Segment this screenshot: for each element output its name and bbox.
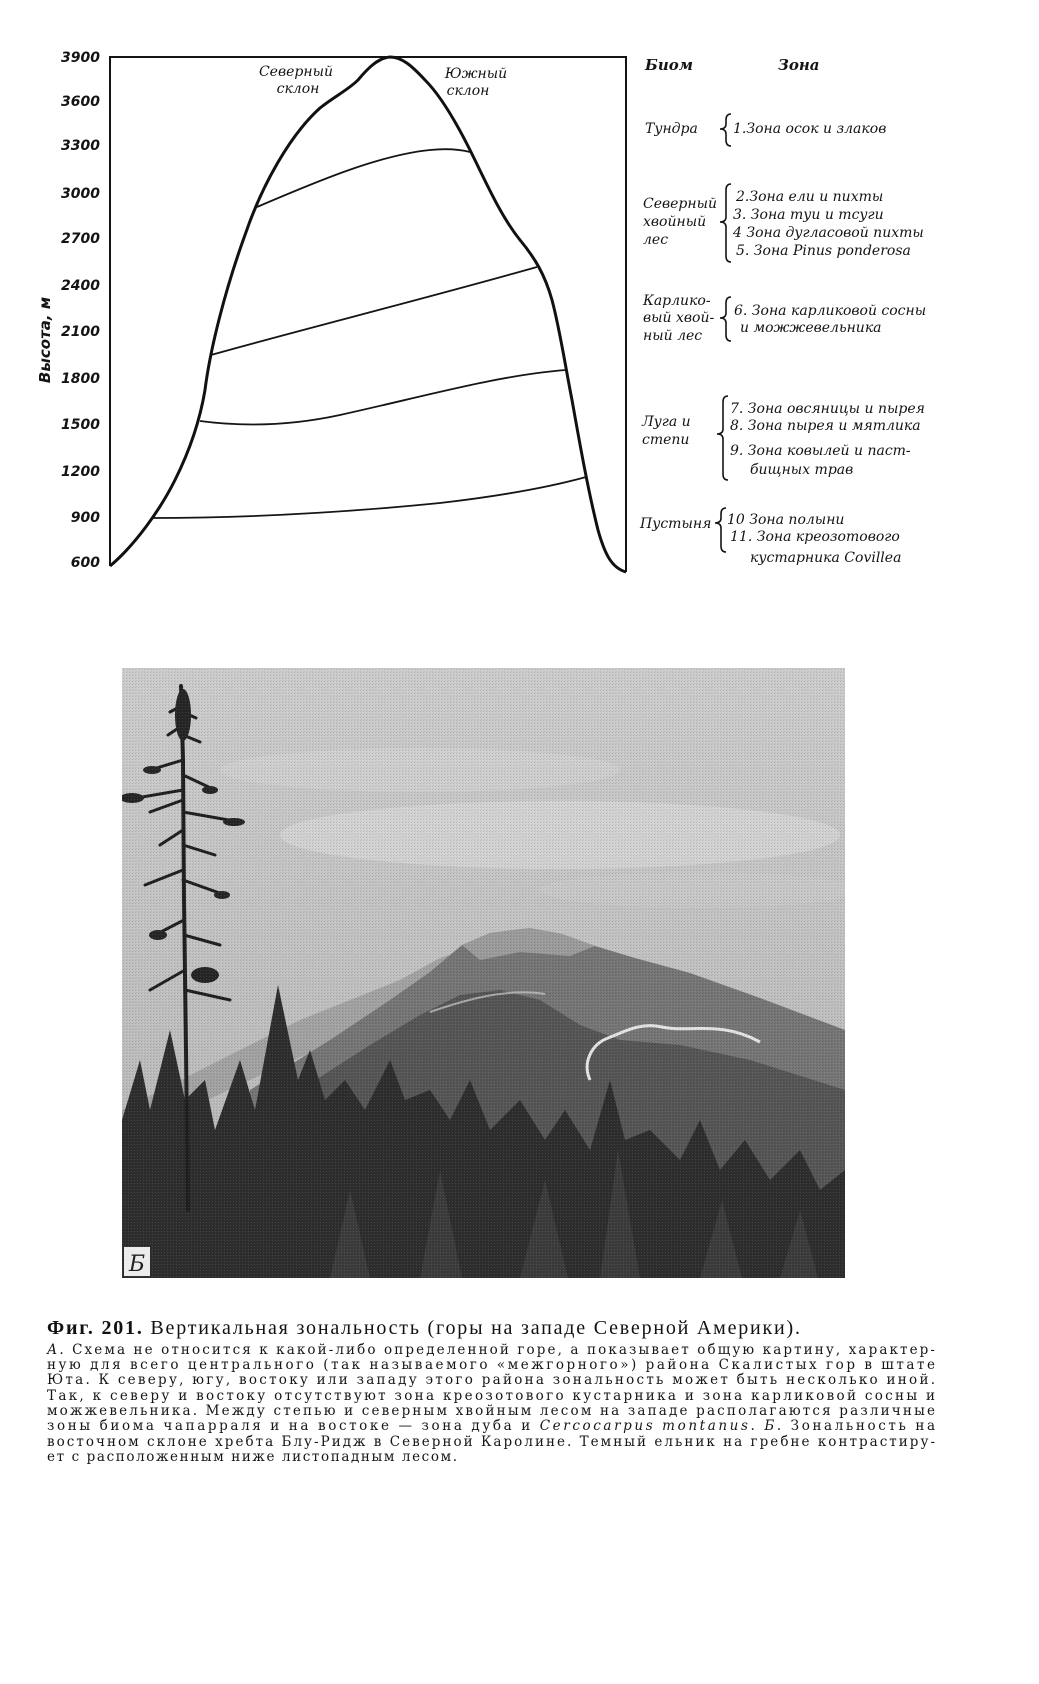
y-tick-label: 2100 <box>61 324 100 340</box>
zone-label: 9. Зона ковылей и паст- <box>730 443 911 459</box>
y-tick-label: 2700 <box>61 231 100 247</box>
figure-title: Вертикальная зональность (горы на западе Северной Америки). <box>143 1317 800 1339</box>
biome-desert <box>639 508 901 566</box>
biome-label: степи <box>642 432 690 448</box>
y-tick-label: 2400 <box>61 278 100 294</box>
caption-line <box>46 1342 935 1358</box>
y-axis-ticks <box>61 50 100 571</box>
figure-number: Фиг. 201. <box>47 1317 142 1339</box>
caption-line: Так, к северу и востоку отсутствуют зона креозотового кустарника и зона карликовой сосны и <box>47 1388 935 1404</box>
biome-label: Тундра <box>645 121 698 137</box>
biome-column-header: Биом <box>645 56 693 74</box>
biome-label: хвойный <box>643 214 707 230</box>
caption-species-name: Cercocarpus montanus <box>539 1418 748 1434</box>
slope-label-line: склон <box>446 83 490 99</box>
photo-content <box>120 668 860 1278</box>
y-tick-label: 3000 <box>61 186 100 202</box>
y-tick-label: 1800 <box>61 371 100 387</box>
caption-panel-ref: Б. <box>764 1418 782 1434</box>
zone-label: 7. Зона овсяницы и пырея <box>730 401 925 417</box>
zonation-diagram <box>36 50 926 572</box>
caption-title <box>47 1317 800 1339</box>
y-tick-label: 600 <box>70 555 100 571</box>
y-tick-label: 3900 <box>61 50 100 66</box>
zone-label: 5. Зона Pinus ponderosa <box>736 243 911 259</box>
biome-label: Луга и <box>642 414 691 430</box>
caption-segment: зоны биома чапарраля и на востоке — зона дуба и <box>47 1418 538 1434</box>
zone-label: бищных трав <box>750 462 854 478</box>
panel-label: Б <box>128 1252 146 1277</box>
photo-grain <box>122 668 845 1278</box>
caption-segment: Схема не относится к какой-либо определенной горе, а показывает общую картину, характер- <box>65 1342 935 1358</box>
biome-label: Северный <box>643 196 718 212</box>
biome-tundra <box>645 114 886 146</box>
brace <box>715 508 726 552</box>
slope-label-line: Северный <box>258 64 334 80</box>
zone-label: 1.Зона осок и злаков <box>733 121 887 137</box>
y-tick-label: 900 <box>70 510 100 526</box>
brace <box>717 396 728 480</box>
y-tick-label: 1500 <box>61 417 100 433</box>
biome-label: вый хвой- <box>643 310 715 326</box>
north-slope-label <box>259 64 333 97</box>
caption-line: Юта. К северу, югу, востоку или западу этого района зональность может быть несколько иной. <box>47 1372 935 1388</box>
zone-label: 3. Зона туи и тсуги <box>733 207 884 223</box>
biome-dwarf-conifer-forest <box>642 293 926 344</box>
brace <box>720 184 731 262</box>
zone-column-header: Зона <box>778 56 820 74</box>
south-slope-label <box>444 66 507 99</box>
mountain-photo <box>120 668 860 1278</box>
zone-label: и можжевельника <box>740 320 882 336</box>
biome-meadow-steppe <box>641 396 925 480</box>
zone-label: 10 Зона полыни <box>727 512 845 528</box>
y-tick-label: 3600 <box>61 94 100 110</box>
biome-northern-conifer-forest <box>643 184 924 262</box>
slope-label-line: склон <box>276 81 320 97</box>
boundary-forest-dwarf <box>211 267 537 355</box>
zone-label: кустарника Covillea <box>750 550 902 566</box>
caption-segment: . <box>750 1418 762 1434</box>
boundary-meadow-desert <box>152 477 586 518</box>
boundary-tundra-forest <box>257 149 470 207</box>
caption-line <box>47 1418 935 1434</box>
zone-label: 11. Зона креозотового <box>730 529 900 545</box>
biome-label: лес <box>643 232 669 248</box>
y-tick-label: 1200 <box>61 464 100 480</box>
biome-label: Карлико- <box>643 293 711 309</box>
slope-label-line: Южный <box>444 66 508 82</box>
caption-line: ную для всего центрального (так называемого «межгорного») района Скалистых гор в штате <box>47 1357 935 1373</box>
zone-label: 4 Зона дугласовой пихты <box>733 225 924 241</box>
boundary-dwarf-meadow <box>200 370 566 424</box>
figure-caption <box>46 1317 935 1465</box>
caption-segment: А. <box>47 1342 64 1358</box>
caption-line: можжевельника. Между степью и северным хвойным лесом на западе располагаются различные <box>47 1403 936 1419</box>
y-axis-title: Высота, м <box>36 296 54 384</box>
mountain-profile <box>110 57 626 572</box>
brace <box>720 297 731 341</box>
diagram-frame <box>110 57 626 572</box>
y-tick-label: 3300 <box>61 138 100 154</box>
biome-label: Пустыня <box>640 516 712 532</box>
biome-label: ный лес <box>643 328 703 344</box>
brace <box>720 114 731 146</box>
zone-label: 6. Зона карликовой сосны <box>734 303 927 319</box>
zone-label: 2.Зона ели и пихты <box>736 189 884 205</box>
caption-line: восточном склоне хребта Блу-Ридж в Северной Каролине. Темный ельник на гребне контрастиру- <box>47 1434 936 1450</box>
caption-line: ет с расположенным ниже листопадным лесом. <box>47 1449 457 1465</box>
caption-segment: Зональность на <box>783 1418 936 1434</box>
zone-label: 8. Зона пырея и мятлика <box>730 418 921 434</box>
